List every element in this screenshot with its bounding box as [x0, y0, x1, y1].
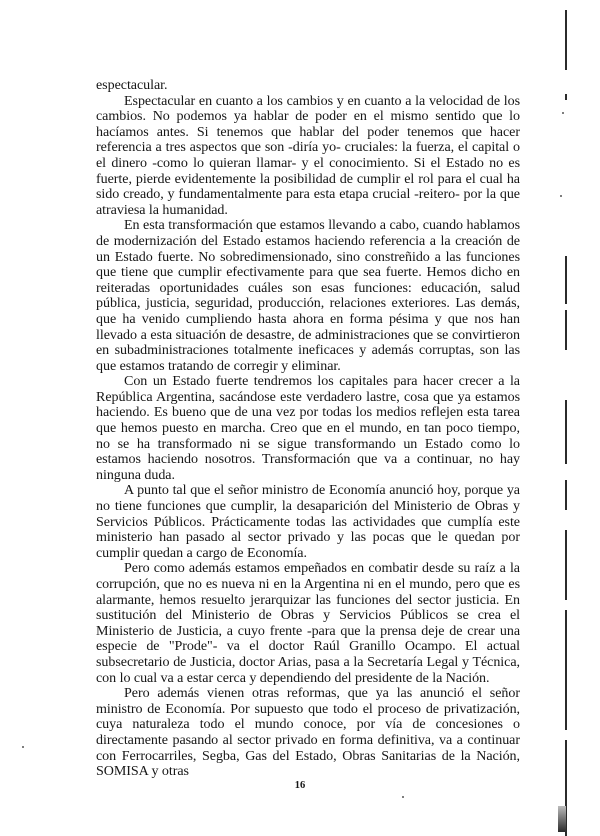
paragraph-2: En esta transformación que estamos llevando a cabo, cuando hablamos de modernización del Estado estamos haciendo referencia a la creación de un Estado fuerte. No sobredimensionado, sino constreñido a las funciones que tiene que cumplir efectivamente para que sea fuerte. Hemos dicho en reiteradas oportunidades cuáles son esas funciones: educación, salud pública, justicia, seguridad, producción, relaciones exteriores. Las demás, que ha venido cumpliendo hasta ahora en forma pésima y que nos han llevado a esta situación de desastre, de administraciones que se convirtieron en subadministraciones totalmente ineficaces y además corruptas, son las que estamos tratando de corregir y eliminar. [96, 217, 520, 374]
scan-speck [402, 796, 404, 798]
scan-edge-line [565, 10, 567, 836]
scan-speck [562, 112, 564, 114]
paragraph-3: Con un Estado fuerte tendremos los capitales para hacer crecer a la República Argentina, sacándose este verdadero lastre, cosa que ya estamos haciendo. Es bueno que de una vez por todas los medios reflejen esta tarea que hemos puesto en marcha. Creo que en el mundo, en tan poco tiempo, no se ha transformado ni se sigue transformando un Estado como lo estamos haciendo nosotros. Transformación que va a continuar, no hay ninguna duda. [96, 373, 520, 483]
scan-speck [560, 195, 562, 197]
paragraph-6: Pero además vienen otras reformas, que ya las anunció el señor ministro de Economía. Por supuesto que todo el proceso de privatización, cuya naturaleza todo el mundo conoce, por vía de concesiones o directamente pasando al sector privado en forma definitiva, va a continuar con Ferrocarriles, Segba, Gas del Estado, Obras Sanitarias de la Nación, SOMISA y otras [96, 685, 520, 780]
paragraph-5: Pero como además estamos empeñados en combatir desde su raíz a la corrupción, que no es nueva ni en la Argentina ni en el mundo, pero que es alarmante, hemos resuelto jerarquizar las funciones del sector justicia. En sustitución del Ministerio de Obras y Servicios Públicos se crea el Ministerio de Justicia, a cuyo frente -para que la prensa deje de crear una especie de "Prode"- va el doctor Raúl Granillo Ocampo. El actual subsecretario de Justicia, doctor Arias, pasa a la Secretaría Legal y Técnica, con lo cual va a estar cerca y dependiendo del presidente de la Nación. [96, 560, 520, 686]
paragraph-4: A punto tal que el señor ministro de Economía anunció hoy, porque ya no tiene funciones que cumplir, la desaparición del Ministerio de Obras y Servicios Públicos. Prácticamente todas las actividades que cumplía este ministerio han pasado al sector privado y las pocas que le quedan por cumplir quedan a cargo de Economía. [96, 482, 520, 561]
scan-edge-smudge [558, 806, 566, 832]
paragraph-continuation: espectacular. [96, 77, 168, 93]
page-number: 16 [294, 780, 306, 791]
scan-speck [22, 746, 24, 748]
paragraph-1: Espectacular en cuanto a los cambios y en cuanto a la velocidad de los cambios. No podemos ya hablar de poder en el mismo sentido que lo hacíamos antes. Si tenemos que hablar del poder tenemos que hacer referencia a tres aspectos que son -diría yo- cruciales: la fuerza, el capital o el dinero -como lo quieran llamar- y el conocimiento. Si el Estado no es fuerte, pierde evidentemente la posibilidad de cumplir el rol para el cual ha sido creado, y fundamentalmente para esta etapa crucial -reitero- por la que atraviesa la humanidad. [96, 92, 520, 218]
body-text [96, 78, 520, 780]
